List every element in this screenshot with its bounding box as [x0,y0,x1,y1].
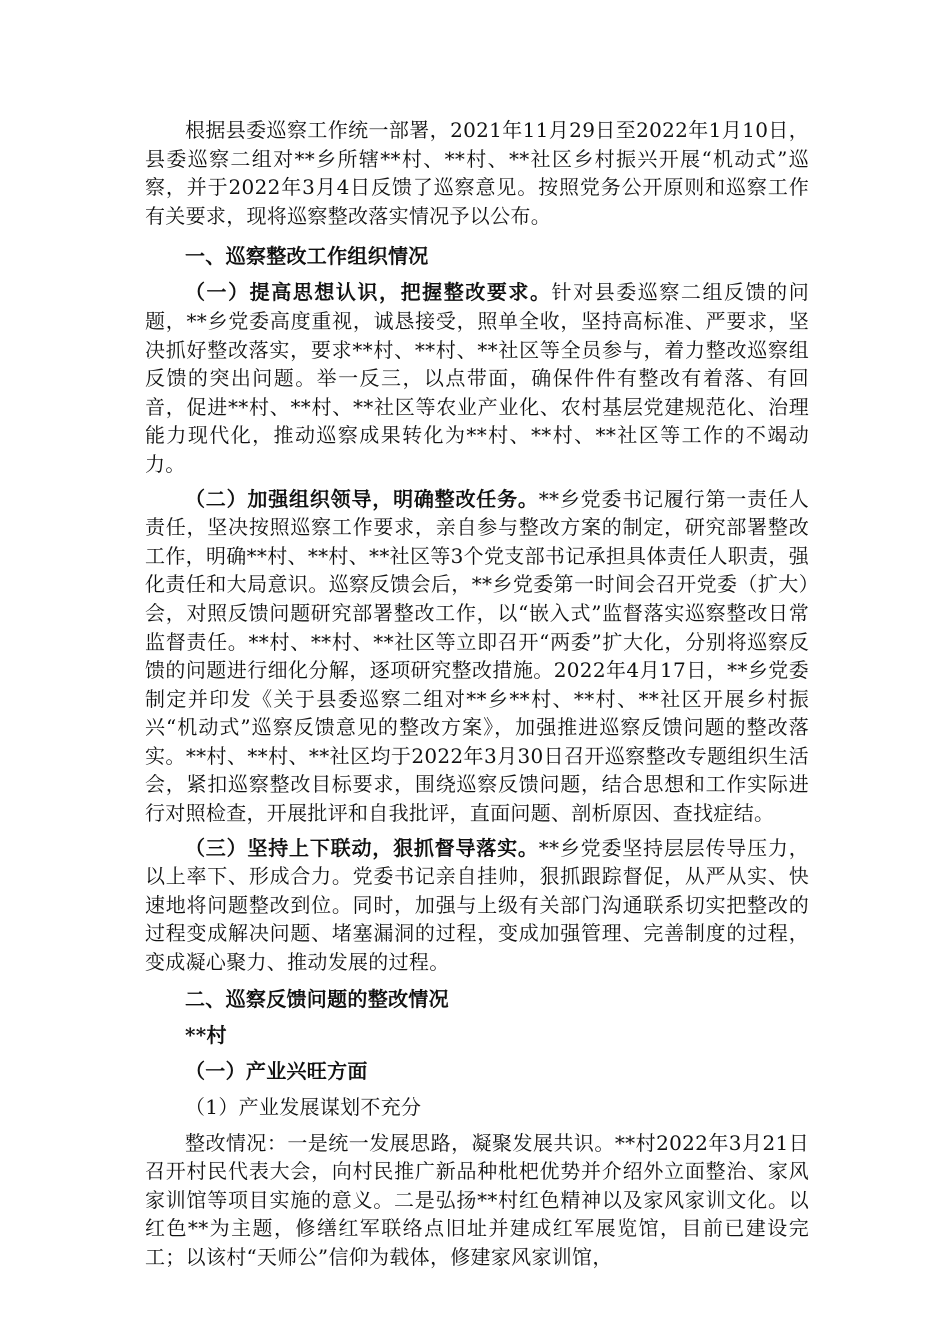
item-heading-1: （1）产业发展谋划不充分 [185,1094,422,1119]
subsection-heading-1: （一）产业兴旺方面 [185,1058,368,1083]
intro-paragraph: 根据县委巡察工作统一部署，2021年11月29日至2022年1月10日，县委巡察二组对**乡所辖**村、**村、**社区乡村振兴开展“机动式”巡察，并于2022年3月4日反馈了巡察意见。按照党务公开原则和巡察工作有关要求，现将巡察整改落实情况予以公布。 [145,118,809,228]
rectification-paragraph: 整改情况：一是统一发展思路，凝聚发展共识。**村2022年3月21日召开村民代表大会，向村民推广新品种枇杷优势并介绍外立面整治、家风家训馆等项目实施的意义。二是弘扬**村红色精神以及家风家训文化。以红色**为主题，修缮红军联络点旧址并建成红军展览馆，目前已建设完工；以该村“天师公”信仰为载体，修建家风家训馆， [145,1130,809,1269]
paragraph-1-2-lead: （二）加强组织领导，明确整改任务。 [185,486,539,511]
paragraph-1-1 [145,278,809,478]
village-heading: **村 [185,1022,227,1047]
paragraph-1-2-body: **乡党委书记履行第一责任人责任，坚决按照巡察工作要求，亲自参与整改方案的制定，研究部署整改工作，明确**村、**村、**社区等3个党支部书记承担具体责任人职责，强化责任和大局意识。巡察反馈会后，**乡党委第一时间会召开党委（扩大）会，对照反馈问题研究部署整改工作，以“嵌入式”监督落实巡察整改日常监督责任。**村、**村、**社区等立即召开“两委”扩大化，分别将巡察反馈的问题进行细化分解，逐项研究整改措施。2022年4月17日，**乡党委制定并印发《关于县委巡察二组对**乡**村、**村、**社区开展乡村振兴“机动式”巡察反馈意见的整改方案》，加强推进巡察反馈问题的整改落实。**村、**村、**社区均于2022年3月30日召开巡察整改专题组织生活会，紧扣巡察整改目标要求，围绕巡察反馈问题，结合思想和工作实际进行对照检查，开展批评和自我批评，直面问题、剖析原因、查找症结。 [145,486,809,826]
document-page [145,116,809,1272]
paragraph-1-1-lead: （一）提高思想认识，把握整改要求。 [185,280,552,305]
paragraph-1-2 [145,485,809,828]
section-heading-2: 二、巡察反馈问题的整改情况 [185,986,449,1011]
paragraph-1-1-body: 针对县委巡察二组反馈的问题，**乡党委高度重视，诚恳接受，照单全收，坚持高标准、严要求，坚决抓好整改落实，要求**村、**村、**社区等全员参与，着力整改巡察组反馈的突出问题。举一反三，以点带面，确保件件有整改有着落、有回音，促进**村、**村、**社区等农业产业化、农村基层党建规范化、治理能力现代化，推动巡察成果转化为**村、**村、**社区等工作的不竭动力。 [145,280,809,476]
paragraph-1-3-lead: （三）坚持上下联动，狠抓督导落实。 [185,835,539,860]
paragraph-1-3 [145,834,809,977]
paragraph-1-3-body: **乡党委坚持层层传导压力，以上率下、形成合力。党委书记亲自挂帅，狠抓跟踪督促，从严从实、快速地将问题整改到位。同时，加强与上级有关部门沟通联系切实把整改的过程变成解决问题、堵塞漏洞的过程，变成加强管理、完善制度的过程，变成凝心聚力、推动发展的过程。 [145,835,809,975]
section-heading-1: 一、巡察整改工作组织情况 [185,244,429,269]
